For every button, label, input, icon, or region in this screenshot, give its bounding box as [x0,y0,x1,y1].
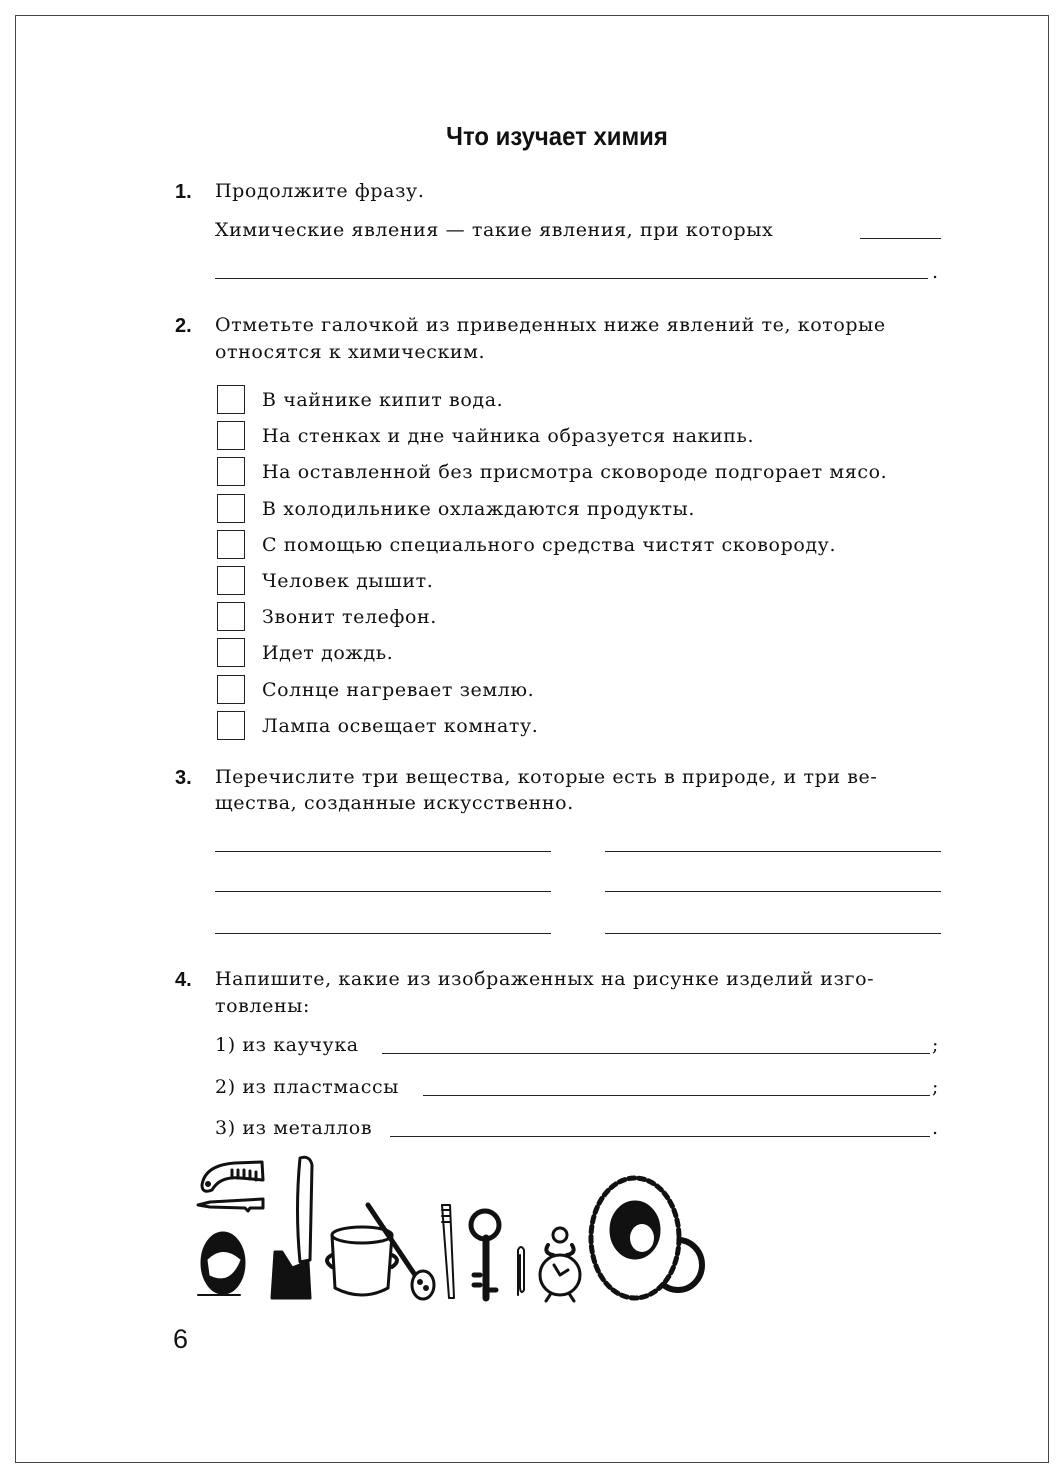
checklist-item-label: Идет дождь. [262,642,394,665]
checklist-item-label: На стенках и дне чайника образуется накипь. [262,425,755,448]
answer-metal-end: . [932,1117,939,1139]
natural-substance-line-3[interactable] [215,933,551,934]
checkbox[interactable] [217,566,245,595]
q1-end: . [932,261,939,283]
q2-number: 2. [175,315,192,337]
q1-text: Продолжите фразу. [215,180,425,202]
checkbox[interactable] [217,602,245,631]
checkbox[interactable] [217,675,245,704]
answer-rubber-label: 1) из каучука [215,1034,359,1056]
answer-metal-label: 3) из металлов [215,1117,373,1139]
q4-text-line2: товлены: [215,995,310,1017]
q1-number: 1. [175,181,192,203]
comb-icon [202,1162,263,1191]
answer-rubber-end: ; [932,1034,940,1056]
page-number: 6 [173,1324,189,1354]
q2-text-line1: Отметьте галочкой из приведенных ниже явлений те, которые [215,314,886,336]
checkbox[interactable] [217,494,245,523]
answer-plastic-end: ; [932,1076,940,1098]
q1-answer-line-2[interactable] [215,278,928,279]
checkbox[interactable] [217,530,245,559]
artificial-substance-line-3[interactable] [605,933,941,934]
checkbox[interactable] [217,421,245,450]
artificial-substance-line-2[interactable] [605,891,941,892]
checklist-item-label: Лампа освещает комнату. [262,714,539,737]
key-icon [471,1211,499,1298]
ball-icon [198,1233,244,1295]
answer-metal-line[interactable] [390,1136,930,1137]
checklist-item-label: Человек дышит. [262,570,434,592]
natural-substance-line-2[interactable] [215,891,551,892]
q1-answer-line-1[interactable] [860,238,941,239]
natural-substance-line-1[interactable] [215,851,551,852]
answer-plastic-label: 2) из пластмассы [215,1076,399,1098]
q3-text-line2: щества, созданные искусственно. [215,792,574,814]
pen-icon [198,1199,263,1211]
answer-rubber-line[interactable] [382,1053,930,1054]
objects-illustration [190,1150,930,1310]
checkbox[interactable] [217,711,245,740]
page-title: Что изучает химия [446,121,668,151]
checkbox[interactable] [217,457,245,486]
q3-text-line1: Перечислите три вещества, которые есть в природе, и три ве- [215,766,878,788]
paperclip-icon [518,1247,524,1295]
tires-icon [591,1178,702,1298]
q4-number: 4. [175,969,192,991]
q3-number: 3. [175,767,192,789]
ladle-icon [368,1205,434,1299]
checklist-item-label: В чайнике кипит вода. [262,389,504,411]
checklist-item-label: С помощью специального средства чистят сковороду. [262,533,837,556]
checkbox[interactable] [217,638,245,667]
toothbrush-icon [442,1205,454,1298]
q1-phrase: Химические явления — такие явления, при которых [215,219,774,241]
axe-icon [272,1157,312,1298]
checklist-item-label: На оставленной без присмотра сковороде подгорает мясо. [262,461,888,484]
checklist-item-label: Звонит телефон. [262,606,437,629]
q2-text-line2: относятся к химическим. [215,341,486,363]
checklist-item-label: Солнце нагревает землю. [262,678,535,701]
pot-icon [327,1227,397,1295]
checklist-item-label: В холодильнике охлаждаются продукты. [262,497,695,520]
q4-text-line1: Напишите, какие из изображенных на рисунке изделий изго- [215,968,875,990]
checkbox[interactable] [217,385,245,414]
alarm-clock-icon [540,1228,580,1301]
artificial-substance-line-1[interactable] [605,851,941,852]
answer-plastic-line[interactable] [423,1095,930,1096]
